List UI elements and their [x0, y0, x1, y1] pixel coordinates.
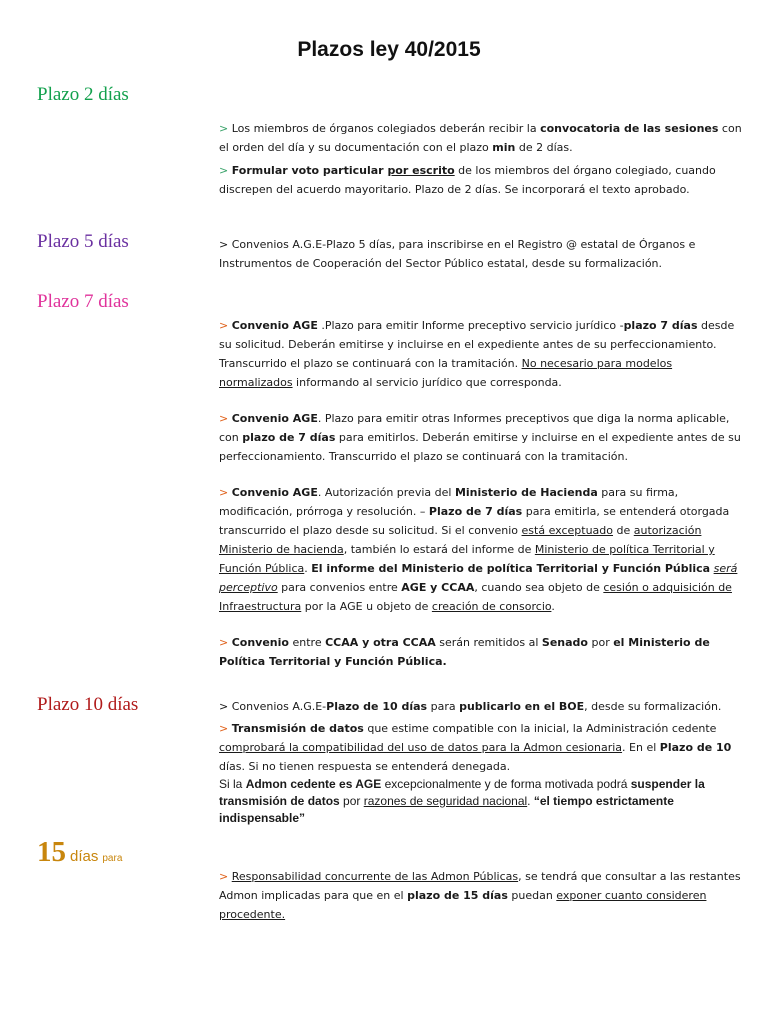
list-item: > Los miembros de órganos colegiados deberán recibir la convocatoria de las sesiones con el orden del día y su documentación con el plazo min de 2 días.: [219, 122, 742, 154]
section-plazo-5: [219, 235, 743, 273]
heading-plazo-2: Plazo 2 días: [37, 84, 129, 105]
arrow-bullet: >: [219, 486, 229, 499]
list-item: > Transmisión de datos que estime compatible con la inicial, la Administración cedente comprobará la compatibilidad del uso de datos para la Admon cesionaria. En el Plazo de 10 días. Si no tienen respuesta se entenderá denegada.: [219, 722, 732, 773]
list-item: Si la Admon cedente es AGE excepcionalmente y de forma motivada podrá suspender la transmisión de datos por razones de seguridad nacional. “el tiempo estrictamente indispensable”: [219, 777, 705, 825]
list-item: > Responsabilidad concurrente de las Admon Públicas, se tendrá que consultar a las restantes Admon implicadas para que en el plazo de 15 días puedan exponer cuanto consideren procedente.: [219, 870, 741, 921]
list-item: > Convenios A.G.E-Plazo de 10 días para publicarlo en el BOE, desde su formalización.: [219, 700, 722, 713]
arrow-bullet: >: [219, 122, 229, 135]
list-item: > Formular voto particular por escrito de los miembros del órgano colegiado, cuando discrepen del acuerdo mayoritario. Plazo de 2 días. Se incorporará el texto aprobado.: [219, 164, 716, 196]
list-item: > Convenio AGE. Autorización previa del Ministerio de Hacienda para su firma, modificación, prórroga y resolución. – Plazo de 7 días para emitirla, se entenderá otorgada transcurrido el plazo desde su solicitud. Si el convenio está exceptuado de autorización Ministerio de hacienda, también lo estará del informe de Ministerio de política Territorial y Función Pública. El informe del Ministerio de política Territorial y Función Pública será perceptivo para convenios entre AGE y CCAA, cuando sea objeto de cesión o adquisición de Infraestructura por la AGE u objeto de creación de consorcio.: [219, 486, 738, 613]
heading-plazo-5: Plazo 5 días: [37, 231, 129, 252]
arrow-bullet: >: [219, 164, 229, 177]
section-plazo-10: [219, 697, 743, 827]
list-item: > Convenio AGE. Plazo para emitir otras Informes preceptivos que diga la norma aplicable, con plazo de 7 días para emitirlos. Deberán emitirse y incluirse en el expediente antes de su perfeccionamiento. Transcurrido el plazo se continuará con la tramitación.: [219, 412, 741, 463]
arrow-bullet: >: [219, 238, 229, 251]
list-item: > Convenio entre CCAA y otra CCAA serán remitidos al Senado por el Ministerio de Política Territorial y Función Pública.: [219, 636, 710, 668]
section-plazo-15: [219, 867, 743, 924]
arrow-bullet: >: [219, 700, 229, 713]
arrow-bullet: >: [219, 870, 229, 883]
heading-plazo-10: Plazo 10 días: [37, 694, 139, 715]
section-plazo-2: [219, 119, 743, 199]
section-plazo-7: [219, 316, 743, 671]
page-title: Plazos ley 40/2015: [297, 38, 481, 61]
heading-plazo-15: 15 días para: [37, 836, 123, 868]
arrow-bullet: >: [219, 319, 229, 332]
list-item: > Convenios A.G.E-Plazo 5 días, para inscribirse en el Registro @ estatal de Órganos e Instrumentos de Cooperación del Sector Público estatal, desde su formalización.: [219, 238, 696, 270]
arrow-bullet: >: [219, 412, 229, 425]
heading-plazo-7: Plazo 7 días: [37, 291, 129, 312]
arrow-bullet: >: [219, 636, 229, 649]
list-item: > Convenio AGE .Plazo para emitir Informe preceptivo servicio jurídico -plazo 7 días desde su solicitud. Deberán emitirse y incluirse en el expediente antes de su perfeccionamiento. Transcurrido el plazo se continuará con la tramitación. No necesario para modelos normalizados informando al servicio jurídico que corresponda.: [219, 319, 735, 389]
arrow-bullet: >: [219, 722, 229, 735]
